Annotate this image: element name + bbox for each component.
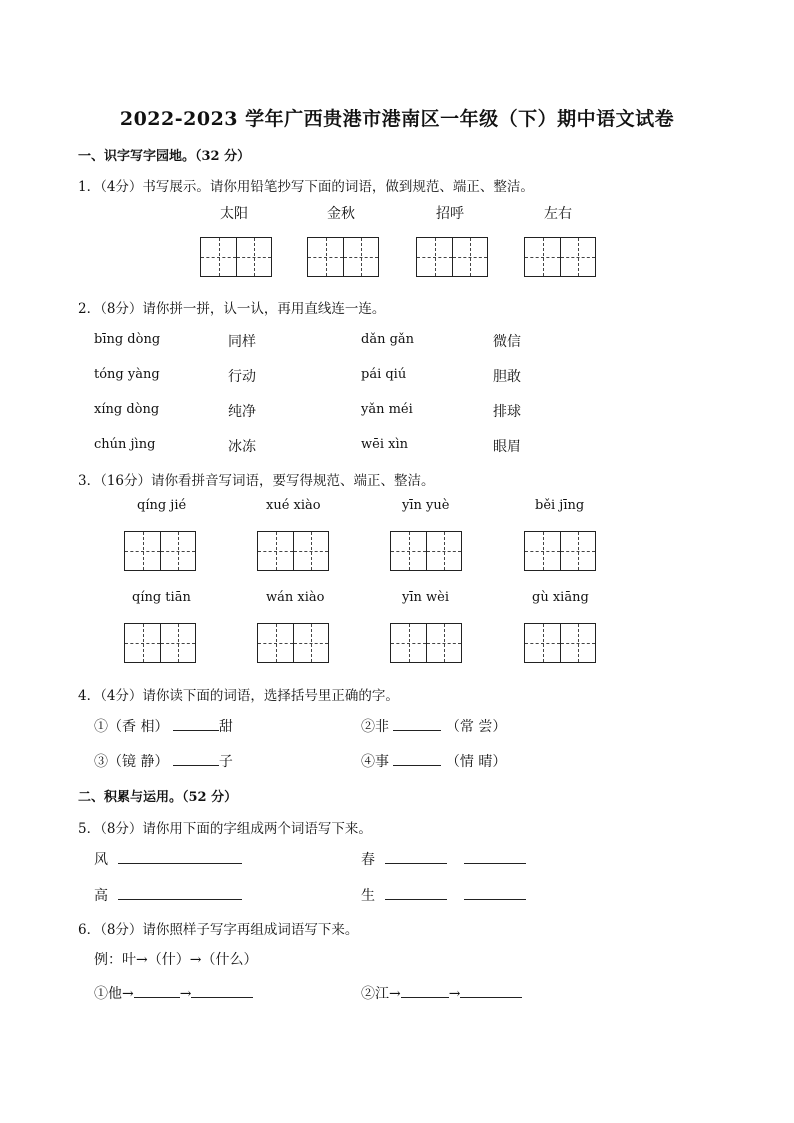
q4-item-post: 甜 [218, 719, 233, 735]
q6-item [361, 983, 522, 1003]
q4-item [94, 751, 233, 771]
q5-char: 风 [94, 852, 108, 868]
q5-item [94, 885, 242, 905]
q4-item-post: 子 [218, 754, 233, 770]
writing-grid[interactable] [524, 623, 596, 663]
writing-grid[interactable] [124, 623, 196, 663]
q6-item-lead: ②江→ [361, 986, 401, 1002]
pinyin: bīng dòng [94, 332, 161, 347]
pinyin: wēi xìn [361, 437, 408, 452]
q4-item [361, 716, 506, 736]
page-title: 2022-2023 学年广西贵港市港南区一年级（下）期中语文试卷 [119, 108, 675, 130]
answer-blank[interactable] [191, 983, 253, 998]
answer-blank[interactable] [173, 716, 219, 731]
writing-grid[interactable] [524, 237, 596, 277]
pinyin: yǎn méi [361, 402, 413, 417]
pinyin: běi jīng [535, 498, 585, 513]
arrow-icon: → [448, 986, 461, 1002]
answer-blank[interactable] [385, 849, 447, 864]
writing-grid[interactable] [416, 237, 488, 277]
question-1-prompt: 1．（4分）书写展示。请你用铅笔抄写下面的词语，做到规范、端正、整洁。 [78, 179, 534, 195]
pinyin: qíng tiān [132, 590, 191, 605]
question-2-prompt: 2．（8分）请你拼一拼，认一认，再用直线连一连。 [78, 301, 386, 317]
answer-blank[interactable] [393, 716, 441, 731]
word: 排球 [493, 404, 521, 420]
q4-item-post: （常 尝） [445, 719, 507, 735]
word: 同样 [228, 334, 256, 350]
q4-item-pre: ①（香 相） [94, 719, 169, 735]
answer-blank[interactable] [464, 885, 526, 900]
question-3-prompt: 3．（16分）请你看拼音写词语，要写得规范、端正、整洁。 [78, 473, 435, 489]
q1-word: 太阳 [220, 206, 248, 222]
writing-grid[interactable] [257, 531, 329, 571]
answer-blank[interactable] [134, 983, 180, 998]
pinyin: pái qiú [361, 367, 407, 382]
question-4-prompt: 4．（4分）请你读下面的词语，选择括号里正确的字。 [78, 688, 399, 704]
answer-blank[interactable] [401, 983, 449, 998]
answer-blank[interactable] [393, 751, 441, 766]
q4-item-pre: ②非 [361, 719, 389, 735]
q6-item [94, 983, 253, 1003]
question-6-prompt: 6．（8分）请你照样子写字再组成词语写下来。 [78, 922, 359, 938]
pinyin: xíng dòng [94, 402, 160, 417]
section-heading-1: 一、识字写字园地。（32 分） [78, 149, 251, 164]
pinyin: chún jìng [94, 437, 156, 452]
word: 胆敢 [493, 369, 521, 385]
pinyin: qíng jié [137, 498, 187, 513]
writing-grid[interactable] [257, 623, 329, 663]
answer-blank[interactable] [173, 751, 219, 766]
pinyin: gù xiāng [532, 590, 589, 605]
writing-grid[interactable] [390, 531, 462, 571]
q4-item [361, 751, 506, 771]
q4-item-pre: ④事 [361, 754, 389, 770]
pinyin: wán xiào [266, 590, 325, 605]
answer-blank[interactable] [118, 885, 242, 900]
q5-item [361, 885, 526, 905]
answer-blank[interactable] [460, 983, 522, 998]
q5-char: 生 [361, 888, 375, 904]
q6-item-lead: ①他→ [94, 986, 134, 1002]
q5-char: 春 [361, 852, 375, 868]
answer-blank[interactable] [118, 849, 242, 864]
q4-item-post: （情 晴） [445, 754, 507, 770]
pinyin: xué xiào [266, 498, 321, 513]
writing-grid[interactable] [200, 237, 272, 277]
word: 纯净 [228, 404, 256, 420]
word: 冰冻 [228, 439, 256, 455]
pinyin: dǎn gǎn [361, 332, 415, 347]
section-heading-2: 二、积累与运用。（52 分） [78, 790, 238, 805]
answer-blank[interactable] [385, 885, 447, 900]
word: 行动 [228, 369, 256, 385]
q5-item [94, 849, 242, 869]
q5-item [361, 849, 526, 869]
q1-word: 金秋 [327, 206, 355, 222]
writing-grid[interactable] [390, 623, 462, 663]
q4-item [94, 716, 233, 736]
q6-example: 例：叶→（什）→（什么） [94, 952, 258, 968]
q1-word: 招呼 [436, 206, 464, 222]
writing-grid[interactable] [524, 531, 596, 571]
answer-blank[interactable] [464, 849, 526, 864]
writing-grid[interactable] [124, 531, 196, 571]
writing-grid[interactable] [307, 237, 379, 277]
pinyin: tóng yàng [94, 367, 160, 382]
word: 微信 [493, 334, 521, 350]
q4-item-pre: ③（镜 静） [94, 754, 169, 770]
q5-char: 高 [94, 888, 108, 904]
question-5-prompt: 5．（8分）请你用下面的字组成两个词语写下来。 [78, 821, 372, 837]
pinyin: yīn yuè [402, 498, 450, 513]
arrow-icon: → [179, 986, 192, 1002]
pinyin: yīn wèi [402, 590, 449, 605]
q1-word: 左右 [544, 206, 572, 222]
word: 眼眉 [493, 439, 521, 455]
